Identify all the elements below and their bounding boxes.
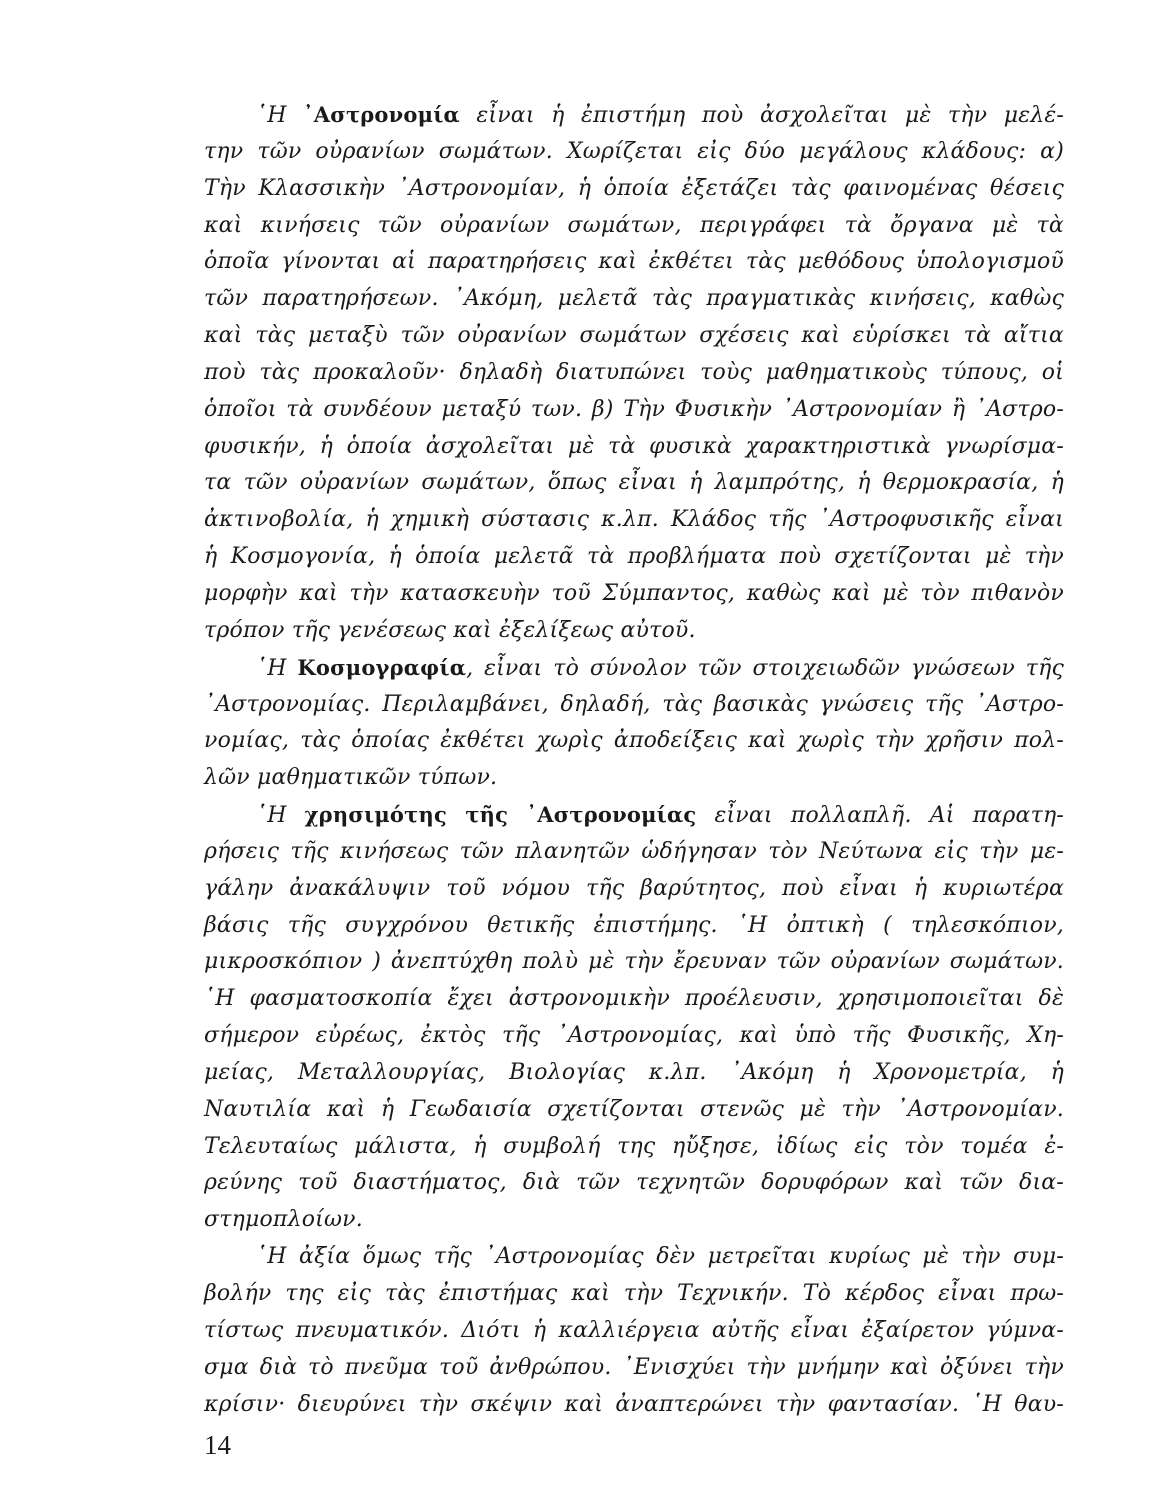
text-line [204,392,1064,429]
text-line [204,760,1064,797]
body-text [204,97,1064,1423]
text-run: ἡ Κοσμογονία, ἡ ὁποία μελετᾶ τὰ προβλήματα ποὺ σχετίζονται μὲ τὴν [204,544,1064,570]
text-run: γάλην ἀνακάλυψιν τοῦ νόμου τῆς βαρύτητος, ποὺ εἶναι ἡ κυριωτέρα [204,875,1064,901]
text-line [204,650,1064,687]
text-line [204,355,1064,392]
text-line [204,1018,1064,1055]
text-run: τίστως πνευματικόν. Διότι ἡ καλλιέργεια αὐτῆς εἶναι ἐξαίρετον γύμνα- [204,1317,1064,1343]
text-run: ῾Η φασματοσκοπία ἔχει ἀστρονομικὴν προέλευσιν, χρησιμοποιεῖται δὲ [204,986,1064,1012]
text-line [204,797,1064,834]
text-run: στημοπλοίων. [204,1207,363,1233]
text-line [204,1313,1064,1350]
text-line [204,687,1064,724]
text-run: ῾Η [256,655,298,681]
text-run: ῾Η [256,103,304,128]
text-run: βολήν της εἰς τὰς ἐπιστήμας καὶ τὴν Τεχνικήν. Τὸ κέρδος εἶναι πρω- [204,1281,1064,1306]
text-line [204,981,1064,1018]
text-line [204,97,1064,134]
text-line [204,281,1064,318]
text-line [204,539,1064,576]
text-run: μικροσκόπιον ) ἀνεπτύχθη πολὺ μὲ τὴν ἔρευναν τῶν οὐρανίων σωμάτων. [204,949,1064,975]
text-run: καὶ τὰς μεταξὺ τῶν οὐρανίων σωμάτων σχέσεις καὶ εὑρίσκει τὰ αἴτια [204,323,1064,349]
text-run: , εἶναι τὸ σύνολον τῶν στοιχειωδῶν γνώσεων τῆς [466,655,1065,681]
text-run: την τῶν οὐρανίων σωμάτων. Χωρίζεται εἰς δύο μεγάλους κλάδους: α) [204,138,1064,164]
bold-term: χρησιμότης τῆς ᾿Αστρονομίας [304,802,697,828]
text-run: μείας, Μεταλλουργίας, Βιολογίας κ.λπ. ᾿Ακόμη ἡ Χρονομετρία, ἡ [204,1059,1064,1085]
text-run: ὁποῖα γίνονται αἱ παρατηρήσεις καὶ ἐκθέτει τὰς μεθόδους ὑπολογισμοῦ [204,249,1064,275]
text-line [204,465,1064,502]
text-run: ἀκτινοβολία, ἡ χημικὴ σύστασις κ.λπ. Κλάδος τῆς ᾿Αστροφυσικῆς εἶναι [204,507,1064,533]
text-line [204,1276,1064,1313]
text-run: ρήσεις τῆς κινήσεως τῶν πλανητῶν ὡδήγησαν τὸν Νεύτωνα εἰς τὴν με- [204,838,1064,864]
text-run: φυσικήν, ἡ ὁποία ἀσχολεῖται μὲ τὰ φυσικὰ χαρακτηριστικὰ γνωρίσμα- [204,433,1064,459]
text-run: Ναυτιλία καὶ ἡ Γεωδαισία σχετίζονται στενῶς μὲ τὴν ᾿Αστρονομίαν. [204,1096,1064,1122]
page-number: 14 [204,1430,231,1460]
text-line [204,429,1064,466]
text-run: ᾿Αστρονομίας. Περιλαμβάνει, δηλαδή, τὰς βασικὰς γνώσεις τῆς ᾿Αστρο- [204,691,1064,717]
text-line [204,871,1064,908]
text-line [204,613,1064,650]
text-line [204,908,1064,945]
text-run: βάσις τῆς συγχρόνου θετικῆς ἐπιστήμης. ῾Η ὀπτικὴ ( τηλεσκόπιον, [204,912,1064,938]
text-run: κρίσιν· διευρύνει τὴν σκέψιν καὶ ἀναπτερώνει τὴν φαντασίαν. ῾Η θαυ- [204,1391,1064,1417]
text-line [204,244,1064,281]
text-run: ποὺ τὰς προκαλοῦν· δηλαδὴ διατυπώνει τοὺς μαθηματικοὺς τύπους, οἱ [204,359,1064,385]
text-run: τῶν παρατηρήσεων. ᾿Ακόμη, μελετᾶ τὰς πραγματικὰς κινήσεις, καθὼς [204,286,1064,312]
text-line [204,1387,1064,1424]
text-line [204,834,1064,871]
text-run: τα τῶν οὐρανίων σωμάτων, ὅπως εἶναι ἡ λαμπρότης, ἡ θερμοκρασία, ἡ [204,470,1064,496]
text-line [204,171,1064,208]
text-line [204,1239,1064,1276]
text-run: σήμερον εὐρέως, ἐκτὸς τῆς ᾿Αστρονομίας, καὶ ὑπὸ τῆς Φυσικῆς, Χη- [204,1023,1064,1049]
text-line [204,1165,1064,1202]
text-line [204,944,1064,981]
text-run: καὶ κινήσεις τῶν οὐρανίων σωμάτων, περιγράφει τὰ ὄργανα μὲ τὰ [204,212,1064,238]
text-line [204,1092,1064,1129]
text-line [204,1055,1064,1092]
bold-term: ᾿Αστρονομία [303,102,460,127]
text-line [204,134,1064,171]
text-run: σμα διὰ τὸ πνεῦμα τοῦ ἀνθρώπου. ᾿Ενισχύει τὴν μνήμην καὶ ὀξύνει τὴν [204,1354,1064,1380]
text-line [204,576,1064,613]
text-line [204,1129,1064,1166]
text-line [204,208,1064,245]
text-line [204,723,1064,760]
text-run: Τελευταίως μάλιστα, ἡ συμβολή της ηὔξησε, ἰδίως εἰς τὸν τομέα ἐ- [204,1133,1064,1159]
text-run: τρόπον τῆς γενέσεως καὶ ἐξελίξεως αὐτοῦ. [204,617,696,643]
text-run: μορφὴν καὶ τὴν κατασκευὴν τοῦ Σύμπαντος, καθὼς καὶ μὲ τὸν πιθανὸν [204,580,1064,606]
text-run: εἶναι ἡ ἐπιστήμη ποὺ ἀσχολεῖται μὲ τὴν μελέ- [459,103,1064,128]
text-line [204,1350,1064,1387]
text-run: ῾Η [256,803,305,829]
text-run: λῶν μαθηματικῶν τύπων. [204,765,498,791]
text-run: ρεύνης τοῦ διαστήματος, διὰ τῶν τεχνητῶν δορυφόρων καὶ τῶν δια- [204,1170,1064,1196]
text-run: Τὴν Κλασσικὴν ᾿Αστρονομίαν, ἡ ὁποία ἐξετάζει τὰς φαινομένας θέσεις [204,175,1064,201]
text-line [204,318,1064,355]
text-line [204,502,1064,539]
text-line [204,1202,1064,1239]
text-run: ῾Η ἀξία ὅμως τῆς ᾿Αστρονομίας δὲν μετρεῖται κυρίως μὲ τὴν συμ- [256,1244,1064,1270]
text-run: νομίας, τὰς ὁποίας ἐκθέτει χωρὶς ἀποδείξεις καὶ χωρὶς τὴν χρῆσιν πολ- [204,728,1064,754]
text-run: ὁποῖοι τὰ συνδέουν μεταξύ των. β) Τὴν Φυσικὴν ᾿Αστρονομίαν ἢ ᾿Αστρο- [204,396,1064,422]
text-run: εἶναι πολλαπλῆ. Αἱ παρατη- [696,803,1065,829]
bold-term: Κοσμογραφία [297,654,467,680]
